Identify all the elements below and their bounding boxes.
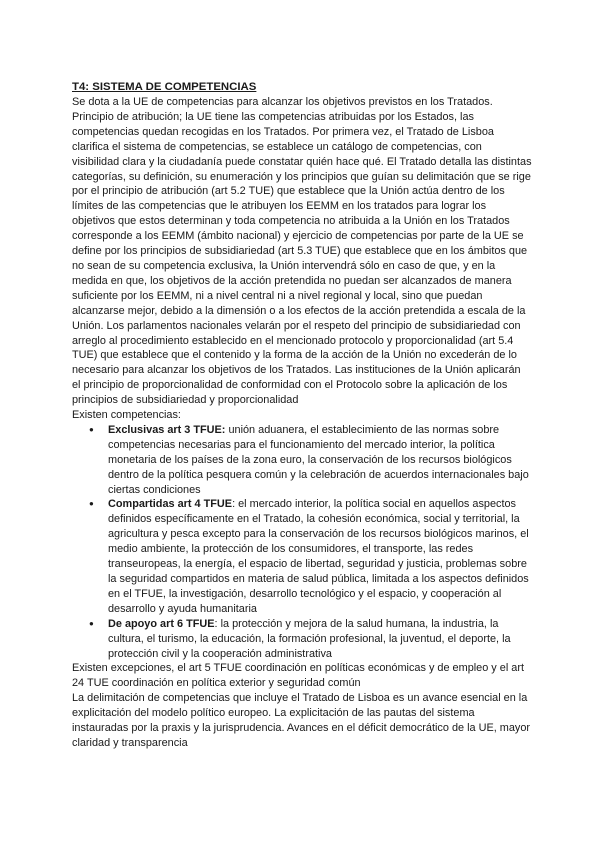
document-title: T4: SISTEMA DE COMPETENCIAS: [72, 81, 257, 93]
bullet-icon: ●: [89, 424, 94, 434]
conclusion-paragraph: La delimitación de competencias que incluye el Tratado de Lisboa es un avance esencial en la explicitación del modelo político europeo. La explicitación de las pautas del sistema instauradas por la praxis y la jurisprudencia. Avances en el déficit democrático de la UE, mayor claridad y transparencia: [72, 692, 531, 749]
exceptions-paragraph: Existen excepciones, el art 5 TFUE coordinación en políticas económicas y de empleo y el art 24 TUE coordinación en política exterior y seguridad común: [72, 662, 524, 690]
competence-text: unión aduanera, el establecimiento de las normas sobre competencias necesarias para el funcionamiento del mercado interior, la política monetaria de los países de la zona euro, la conservación de los recursos biológicos dentro de la política pesquera común y la celebración de acuerdos internacionales bajo ciertas condiciones: [108, 423, 529, 496]
bullet-icon: ●: [89, 618, 94, 628]
bullet-icon: ●: [89, 499, 94, 509]
competences-list: [72, 423, 532, 662]
competence-term: Exclusivas art 3 TFUE:: [108, 423, 226, 436]
list-item: [89, 617, 532, 662]
list-item: [89, 423, 532, 498]
intro-paragraph: Se dota a la UE de competencias para alcanzar los objetivos previstos en los Tratados. Principio de atribución; la UE tiene las competencias atribuidas por los Estados, las competencias quedan recogidas en los Tratados. Por primera vez, el Tratado de Lisboa clarifica el sistema de competencias, se establece un catálogo de competencias, con visibilidad clara y la ciudadanía puede constatar quién hace qué. El Tratado detalla las distintas categorías, su definición, su enumeración y los principios que guían su delimitación que se rige por el principio de atribución (art 5.2 TUE) que establece que la Unión actúa dentro de los límites de las competencias que le atribuyen los EEMM en los tratados para lograr los objetivos que estos determinan y toda competencia no atribuida a la Unión en los Tratados corresponde a los EEMM (ámbito nacional) y ejercicio de competencias por parte de la UE se define por los principios de subsidiariedad (art 5.3 TUE) que establece que en los ámbitos que no sean de su competencia exclusiva, la Unión intervendrá sólo en caso de que, y en la medida en que, los objetivos de la acción pretendida no puedan ser alcanzados de manera suficiente por los EEMM, ni a nivel central ni a nivel regional y local, sino que puedan alcanzarse mejor, debido a la dimensión o a los efectos de la acción pretendida a escala de la Unión. Los parlamentos nacionales velarán por el respeto del principio de subsidiariedad con arreglo al procedimiento establecido en el mencionado protocolo y proporcionalidad (art 5.4 TUE) que establece que el contenido y la forma de la acción de la Unión no excederán de lo necesario para alcanzar los objetivos de los Tratados. Las instituciones de la Unión aplicarán el principio de proporcionalidad de conformidad con el Protocolo sobre la aplicación de los principios de subsidiariedad y proporcionalidad: [72, 96, 532, 407]
competence-term: De apoyo art 6 TFUE: [108, 617, 215, 630]
list-item: [89, 497, 532, 616]
list-intro: Existen competencias:: [72, 409, 181, 422]
competence-term: Compartidas art 4 TFUE: [108, 498, 233, 511]
competence-text: : el mercado interior, la política social en aquellos aspectos definidos específicamente en el Tratado, la cohesión económica, social y territorial, la agricultura y pesca excepto para la conservación de los recursos biológicos marinos, el medio ambiente, la protección de los consumidores, el transporte, las redes transeuropeas, la energía, el espacio de libertad, seguridad y justicia, problemas sobre la seguridad compartidos en materia de salud pública, limitada a los aspectos definidos en el TFUE, la investigación, desarrollo tecnológico y el espacio, y cooperación al desarrollo y ayuda humanitaria: [108, 498, 529, 615]
competence-text: : la protección y mejora de la salud humana, la industria, la cultura, el turismo, la educación, la formación profesional, la juventud, el deporte, la protección civil y la cooperación administrativa: [108, 617, 511, 660]
document-page: [72, 80, 532, 751]
